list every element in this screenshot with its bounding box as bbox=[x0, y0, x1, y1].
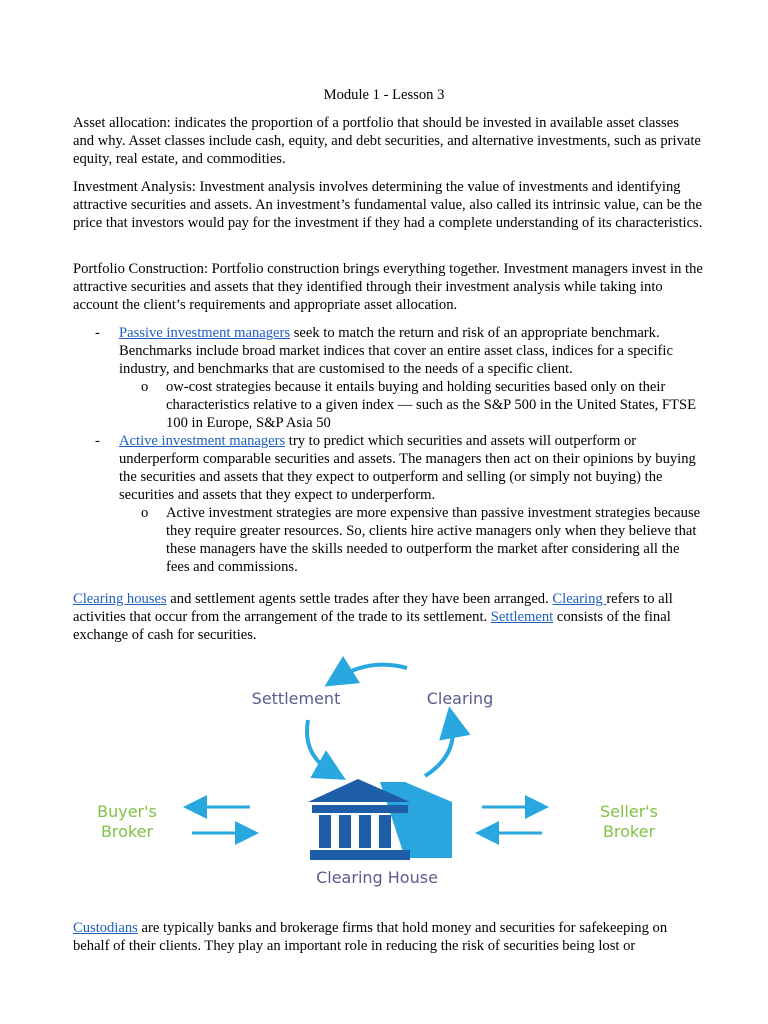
passive-managers-link[interactable]: Passive investment managers bbox=[119, 325, 291, 341]
clearing-text-1: and settlement agents settle trades after they have been arranged. bbox=[166, 591, 553, 607]
clearing-house-label: Clearing House bbox=[316, 868, 438, 887]
clearing-text-2: refers to all activities that occur from the arrangement of the trade to its settlement. bbox=[73, 591, 673, 625]
asset-allocation-paragraph: Asset allocation: indicates the proportion of a portfolio that should be invested in available asset classes and why. Asset classes include cash, equity, and debt securities, and alternative investments, such as private equity, real estate, and commodities. bbox=[73, 115, 701, 167]
sellers-broker-label-line1: Seller's bbox=[599, 802, 659, 821]
custodians-link[interactable]: Custodians bbox=[73, 920, 138, 936]
investment-analysis-paragraph: Investment Analysis: Investment analysis involves determining the value of investments and identifying attractive securities and assets. An investment’s fundamental value, also called its intrinsic value, can be the price that investors would pay for the investment if they had a complete understanding of its characteristics. bbox=[73, 179, 703, 231]
right-curved-arrow-icon bbox=[425, 722, 453, 776]
passive-strategy-text: ow-cost strategies because it entails buying and holding securities based only on their characteristics relative to a given index — such as the S&P 500 in the United States, FTSE 100 in Europe, S&P Asia 50 bbox=[166, 379, 696, 431]
passive-managers-text: seek to match the return and risk of an appropriate benchmark. Benchmarks include broad market indices that cover an entire asset class, indices for a specific industry, and benchmarks that are customised to the needs of a specific client. bbox=[119, 325, 673, 377]
page-title: Module 1 - Lesson 3 bbox=[323, 87, 445, 103]
left-curved-arrow-icon bbox=[307, 720, 332, 772]
settlement-label: Settlement bbox=[251, 689, 341, 708]
custodians-paragraph bbox=[73, 919, 703, 955]
active-managers-text: try to predict which securities and assets will outperform or underperform comparable securities and assets. The managers then act on their opinions by buying the securities and assets that they expect to outperform and selling (or simply not buying) the securities and assets that they expect to underperform. bbox=[119, 433, 696, 503]
list-item-passive bbox=[73, 324, 703, 432]
sub-bullet: o bbox=[141, 505, 149, 521]
clearing-text-3: consists of the final exchange of cash for securities. bbox=[73, 609, 671, 643]
clearing-paragraph bbox=[73, 590, 703, 644]
custodians-text: are typically banks and brokerage firms that hold money and securities for safekeeping on behalf of their clients. They play an important role in reducing the risk of securities being lost or bbox=[73, 920, 668, 954]
sub-list-item bbox=[119, 378, 703, 432]
clearing-houses-link[interactable]: Clearing houses bbox=[73, 591, 167, 607]
clearing-house-diagram bbox=[80, 650, 680, 895]
bank-building-icon bbox=[308, 779, 452, 860]
sellers-broker-label-line2: Broker bbox=[602, 822, 656, 841]
manager-types-list bbox=[73, 324, 703, 576]
buyers-broker-label-line2: Broker bbox=[100, 822, 154, 841]
active-managers-link[interactable]: Active investment managers bbox=[119, 433, 286, 449]
buyers-broker-label-line1: Buyer's bbox=[97, 802, 157, 821]
list-dash: - bbox=[95, 433, 100, 449]
list-item-active bbox=[73, 432, 703, 576]
active-strategy-text: Active investment strategies are more expensive than passive investment strategies because they require greater resources. So, clients hire active managers only when they believe that these managers have the skills needed to outperform the market after considering all the fees and commissions. bbox=[166, 505, 701, 575]
sub-list bbox=[119, 378, 703, 432]
sub-list-item bbox=[119, 504, 703, 576]
clearing-label: Clearing bbox=[426, 689, 494, 708]
top-curved-arrow-icon bbox=[338, 665, 407, 678]
sub-bullet: o bbox=[141, 379, 149, 395]
sub-list bbox=[119, 504, 703, 576]
portfolio-construction-paragraph: Portfolio Construction: Portfolio construction brings everything together. Investment managers invest in the attractive securities and assets that they identified through their investment analysis while taking into account the client’s requirements and appropriate asset allocation. bbox=[73, 261, 703, 313]
list-dash: - bbox=[95, 325, 100, 341]
settlement-link[interactable]: Settlement bbox=[490, 609, 554, 625]
clearing-link[interactable]: Clearing bbox=[552, 591, 607, 607]
